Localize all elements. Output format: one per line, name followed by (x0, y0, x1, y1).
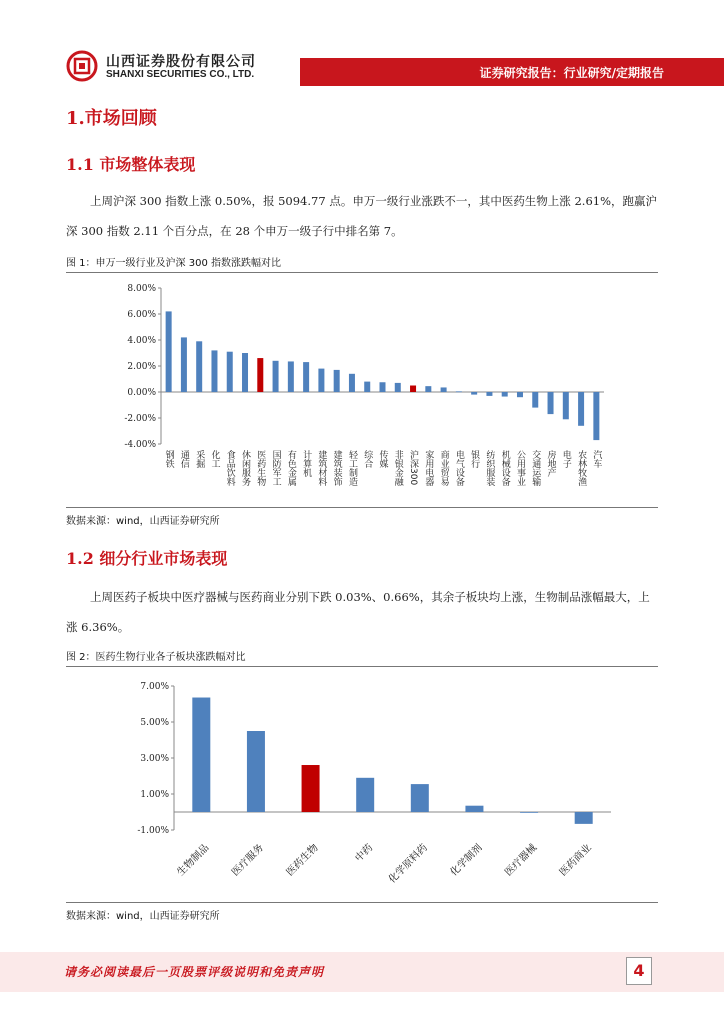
bar (532, 392, 538, 408)
x-tick-label: 采掘 (194, 450, 205, 468)
y-tick-label: 3.00% (140, 754, 169, 764)
x-tick-label: 化工 (209, 450, 220, 468)
x-tick-label: 轻工制造 (346, 450, 357, 486)
x-tick-label: 建筑装饰 (331, 450, 342, 486)
x-tick-label: 传媒 (377, 450, 388, 468)
x-tick-label: 银行 (469, 450, 480, 468)
x-tick-label: 医药生物 (255, 450, 266, 486)
x-tick-label: 房地产 (545, 450, 556, 477)
company-name-cn: 山西证券股份有限公司 (106, 54, 256, 70)
paragraph-2: 上周医药子板块中医疗器械与医药商业分别下跌 0.03%、0.66%，其余子板块均上涨，生物制品涨幅最大，上涨 6.36%。 (66, 590, 650, 634)
x-tick-label: 医药商业 (557, 842, 594, 879)
bar (563, 392, 569, 419)
bar (211, 350, 217, 392)
x-tick-label: 建筑材料 (316, 450, 327, 486)
bar (502, 392, 508, 397)
bar (273, 361, 279, 392)
bar (302, 765, 320, 812)
bar (349, 374, 355, 392)
x-tick-label: 有色金属 (285, 450, 296, 486)
y-tick-label: -4.00% (124, 440, 156, 450)
bar (318, 369, 324, 392)
bar (578, 392, 584, 426)
x-tick-label: 机械设备 (499, 450, 510, 486)
bar (181, 337, 187, 392)
subsection-title-1: 1.1 市场整体表现 (66, 155, 196, 174)
y-tick-label: 8.00% (127, 284, 156, 294)
x-tick-label: 汽车 (591, 450, 602, 468)
bar (395, 383, 401, 392)
bar (257, 358, 263, 392)
bar (486, 392, 492, 396)
y-tick-label: 2.00% (127, 362, 156, 372)
x-tick-label: 家用电器 (423, 450, 434, 486)
x-tick-label: 休闲服务 (240, 450, 251, 486)
x-tick-label: 钢铁 (163, 450, 174, 468)
bar (196, 341, 202, 392)
bar (548, 392, 554, 414)
page-footer (0, 952, 724, 992)
y-tick-label: 1.00% (140, 790, 169, 800)
bar (425, 386, 431, 392)
x-tick-label: 化学制剂 (448, 842, 485, 879)
y-tick-label: 7.00% (140, 682, 169, 692)
subsection-title-2: 1.2 细分行业市场表现 (66, 549, 228, 568)
figure-2-chart (66, 670, 658, 900)
x-tick-label: 生物制品 (175, 842, 212, 879)
x-tick-label: 化学原料药 (386, 842, 430, 886)
bar (356, 778, 374, 812)
x-tick-label: 农林牧渔 (576, 450, 587, 486)
page-number: 4 (626, 957, 652, 985)
y-tick-label: 6.00% (127, 310, 156, 320)
x-tick-label: 中药 (353, 842, 376, 865)
x-tick-label: 计算机 (301, 450, 312, 477)
x-tick-label: 国防军工 (270, 450, 281, 486)
x-tick-label: 纺织服装 (484, 450, 495, 486)
x-tick-label: 非银金融 (392, 450, 403, 486)
figure-1-chart (66, 274, 658, 506)
x-tick-label: 医疗服务 (229, 842, 267, 879)
company-logo-icon (66, 50, 98, 82)
x-tick-label: 电气设备 (453, 450, 464, 486)
bar (166, 311, 172, 392)
y-tick-label: -2.00% (124, 414, 156, 424)
bar (380, 382, 386, 392)
x-tick-label: 商业贸易 (438, 450, 449, 486)
bar (465, 806, 483, 812)
bar (288, 361, 294, 392)
x-tick-label: 食品饮料 (224, 450, 235, 486)
bar (364, 382, 370, 392)
x-tick-label: 医药生物 (284, 842, 321, 879)
figure-1-source: 数据来源：wind，山西证券研究所 (66, 507, 658, 527)
bar (456, 391, 462, 392)
y-tick-label: 0.00% (127, 388, 156, 398)
x-tick-label: 通信 (178, 450, 189, 468)
section-title: 1.市场回顾 (66, 108, 157, 129)
x-tick-label: 沪深300 (408, 450, 419, 486)
bar (471, 392, 477, 395)
bar (303, 362, 309, 392)
bar (517, 392, 523, 397)
figure-2-caption: 图 2：医药生物行业各子板块涨跌幅对比 (66, 648, 658, 667)
report-type: 证券研究报告：行业研究/定期报告 (479, 66, 664, 80)
company-name-en: SHANXI SECURITIES CO., LTD. (106, 69, 255, 80)
bar (520, 812, 538, 813)
y-tick-label: 4.00% (127, 336, 156, 346)
bar (247, 731, 265, 812)
paragraph-1: 上周沪深 300 指数上涨 0.50%，报 5094.77 点。申万一级行业涨跌不一，其中医药生物上涨 2.61%，跑赢沪深 300 指数 2.11 个百分点，在 28 个申万一级子行中排名第 7。 (66, 194, 657, 238)
bar (192, 698, 210, 812)
y-tick-label: -1.00% (137, 826, 169, 836)
bar (575, 812, 593, 824)
bar (410, 386, 416, 393)
x-tick-label: 综合 (362, 450, 373, 468)
page-header (0, 0, 724, 90)
bar (411, 784, 429, 812)
y-tick-label: 5.00% (140, 718, 169, 728)
header-band (300, 58, 724, 86)
bar (242, 353, 248, 392)
x-tick-label: 公用事业 (514, 450, 525, 486)
figure-2-source: 数据来源：wind，山西证券研究所 (66, 902, 658, 922)
disclaimer-notice: 请务必阅读最后一页股票评级说明和免责声明 (64, 965, 325, 979)
bar (593, 392, 599, 440)
bar (227, 352, 233, 392)
x-tick-label: 电子 (560, 450, 571, 468)
bar (334, 370, 340, 392)
x-tick-label: 交通运输 (530, 450, 541, 486)
company-logo (66, 50, 266, 86)
x-tick-label: 医疗器械 (503, 842, 540, 879)
bar (441, 387, 447, 392)
figure-1-caption: 图 1：申万一级行业及沪深 300 指数涨跌幅对比 (66, 254, 658, 273)
